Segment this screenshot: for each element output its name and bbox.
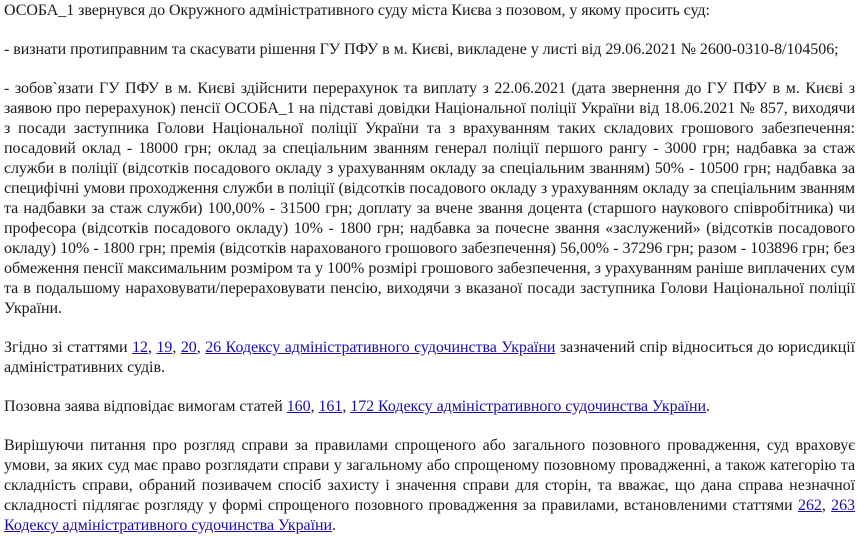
article-161-link[interactable]: 161	[318, 398, 343, 415]
paragraph-claim-item-2: - зобов`язати ГУ ПФУ в м. Києві здійснити перерахунок та виплату з 22.06.2021 (дата звернення до ГУ ПФУ в м. Києві з заявою про перерахунок) пенсії ОСОБА_1 на підставі довідки Національної поліції України від 18.06.2021 № 857, виходячи з посади заступника Голови Національної поліції України та з врахуванням таких складових грошового забезпечення: посадовий оклад - 18000 грн; оклад за спеціальним званням генерал поліції першого рангу - 3000 грн; надбавка за стаж служби в поліції (відсотків посадового окладу з урахуванням окладу за спеціальним званням) 50% - 10500 грн; надбавка за специфічні умови проходження служби в поліції (відсотків посадового окладу з урахуванням окладу за спеціальним званням та надбавки за стаж служби) 100,00% - 31500 грн; доплату за вчене звання доцента (старшого наукового співробітника) чи професора (відсотків посадового окладу) 10% - 1800 грн; надбавка за почесне звання «заслужений» (відсотків посадового окладу) 10% - 1800 грн; премія (відсотків нарахованого грошового забезпечення) 56,00% - 37296 грн; разом - 103896 грн; без обмеження пенсії максимальним розміром та у 100% розмірі грошового забезпечення, з урахуванням раніше виплачених сум та в подальшому нараховувати/перераховувати пенсію, виходячи з вказаної посади заступника Голови Національної поліції України.	[4, 80, 855, 317]
paragraph-requirements	[4, 397, 855, 417]
text-segment: .	[706, 398, 710, 415]
article-26-code-link[interactable]: 26 Кодексу адміністративного судочинства України	[205, 339, 556, 356]
text-segment: зазначений спір відноситься до юрисдикції адміністративних судів.	[4, 339, 856, 376]
text-segment: ,	[172, 339, 181, 356]
document-body	[4, 1, 855, 536]
article-19-link[interactable]: 19	[156, 339, 173, 356]
text-segment: ,	[821, 497, 832, 514]
text-segment: Згідно зі статтями	[4, 339, 133, 356]
article-160-link[interactable]: 160	[286, 398, 311, 415]
paragraph-jurisdiction	[4, 338, 855, 378]
text-segment: ,	[147, 339, 157, 356]
paragraph-claim-intro: ОСОБА_1 звернувся до Окружного адміністративного суду міста Києва з позовом, у якому просить суд:	[4, 2, 710, 19]
paragraph-procedure	[4, 436, 855, 536]
article-12-link[interactable]: 12	[132, 339, 148, 356]
paragraph-claim-item-1: - визнати протиправним та скасувати рішення ГУ ПФУ в м. Києві, викладене у листі від 29.06.2021 № 2600-0310-8/104506;	[4, 41, 839, 58]
text-segment: Позовна заява відповідає вимогам статей	[4, 398, 287, 415]
article-172-code-link[interactable]: 172 Кодексу адміністративного судочинства України	[350, 398, 707, 415]
text-segment: .	[332, 517, 336, 534]
article-262-link[interactable]: 262	[798, 497, 822, 514]
text-segment: Вирішуючи питання про розгляд справи за правилами спрощеного або загального позовного провадження, суд враховує умови, за яких суд має право розглядати справи у загальному або спрощеному позовному провадженні, а також категорію та складність справи, обраний позивачем спосіб захисту і значення справи для сторін, та вважає, що дана справа незначної складності підлягає розгляду у формі спрощеного позовного провадження за правилами, встановленими статтями	[4, 437, 855, 514]
text-segment: ,	[196, 339, 206, 356]
article-20-link[interactable]: 20	[180, 339, 197, 356]
text-segment: ,	[310, 398, 319, 415]
text-segment: ,	[342, 398, 351, 415]
article-263-code-link[interactable]: 263 Кодексу адміністративного судочинства України	[4, 497, 855, 534]
